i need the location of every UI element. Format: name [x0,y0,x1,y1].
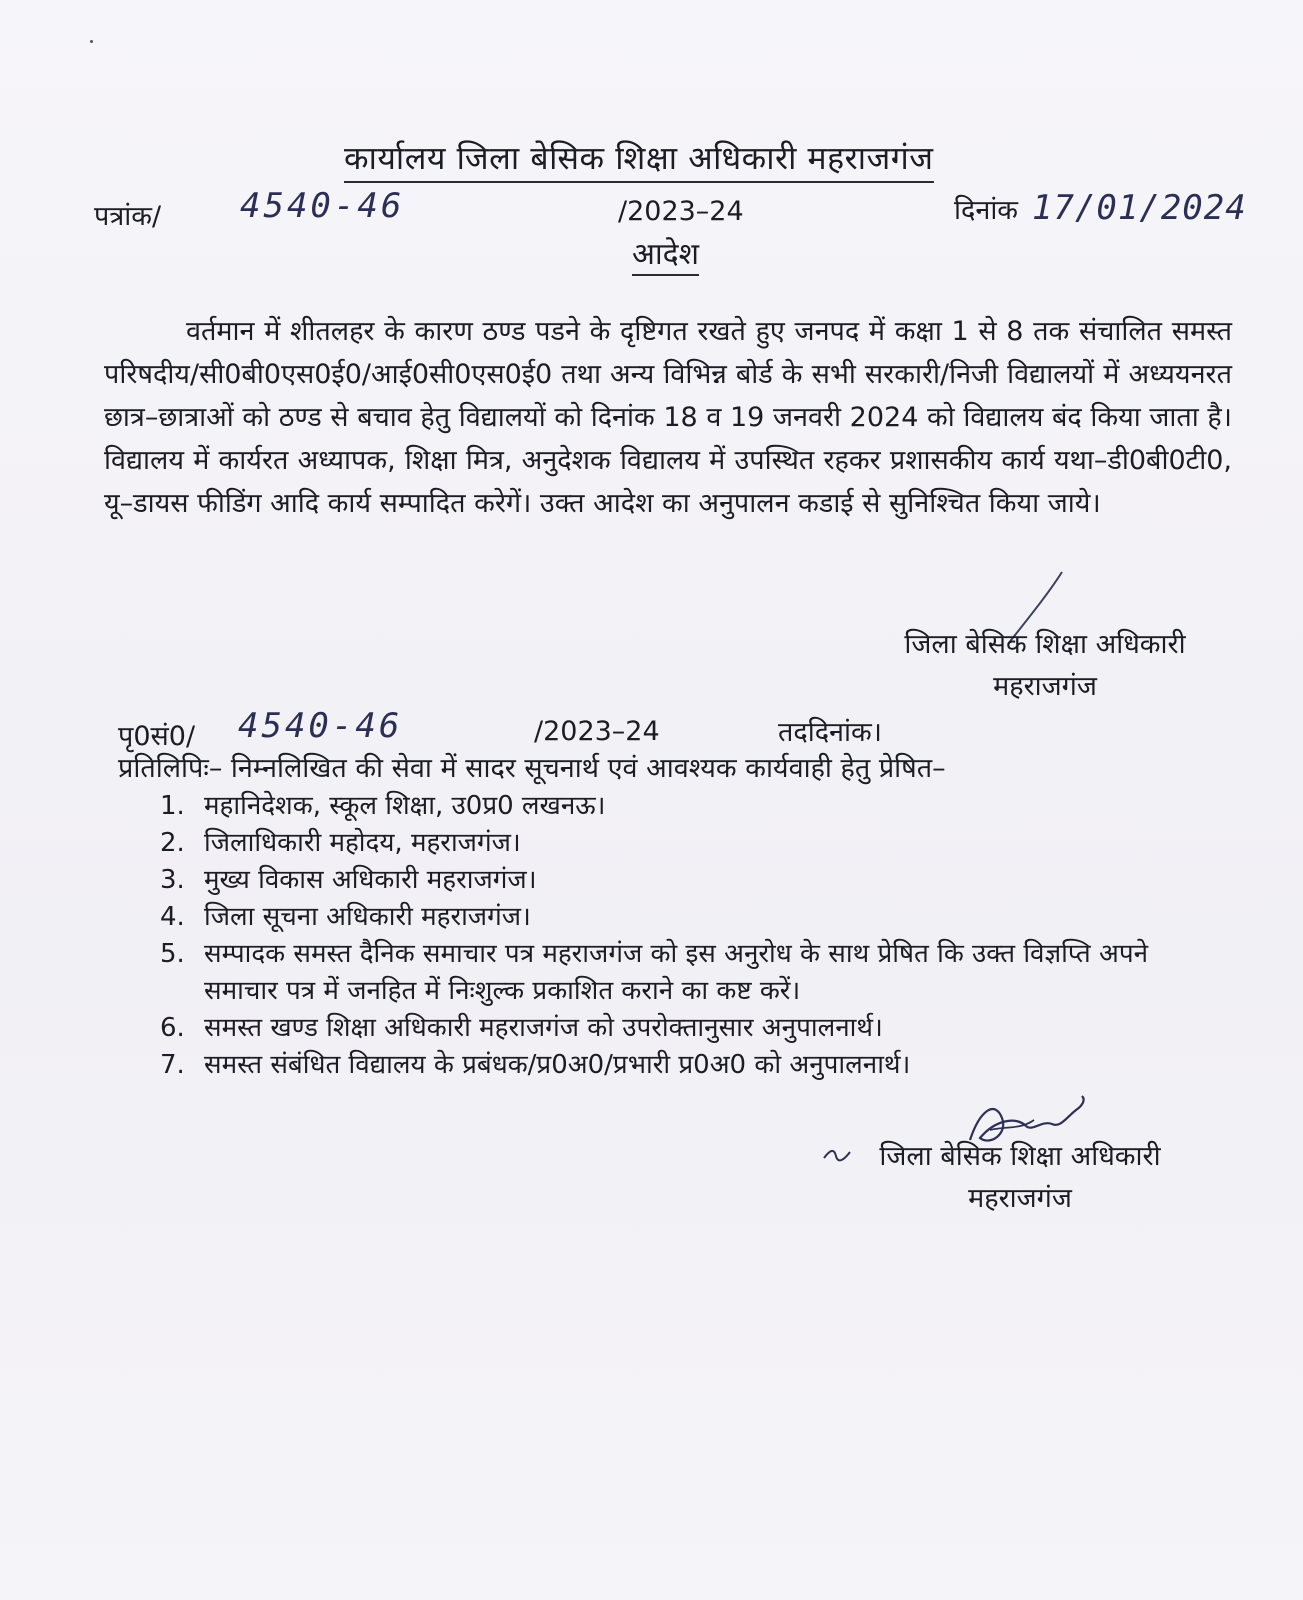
signature-block-2 [850,1136,1190,1220]
list-item: 6. समस्त खण्ड शिक्षा अधिकारी महराजगंज को उपरोक्तानुसार अनुपालनार्थ। [160,1013,883,1043]
signatory-place: महराजगंज [968,1183,1072,1214]
order-title: आदेश [632,232,699,276]
ref-session: /2023–24 [618,196,744,227]
list-item: 2. जिलाधिकारी महोदय, महराजगंज। [160,828,521,858]
list-item: 7. समस्त संबंधित विद्यालय के प्रबंधक/प्र0अ0/प्रभारी प्र0अ0 को अनुपालनार्थ। [160,1050,911,1080]
ref-number-handwritten: 4540-46 [240,186,405,226]
list-item: 4. जिला सूचना अधिकारी महराजगंज। [160,902,531,932]
order-body: वर्तमान में शीतलहर के कारण ठण्ड पडने के दृष्टिगत रखते हुए जनपद में कक्षा 1 से 8 तक संचालित समस्त परिषदीय/सी0बी0एस0ई0/आई0सी0एस0ई0 तथा अन्य विभिन्न बोर्ड के सभी सरकारी/निजी विद्यालयों में अध्ययनरत छात्र–छात्राओं को ठण्ड से बचाव हेतु विद्यालयों को दिनांक 18 व 19 जनवरी 2024 को विद्यालय बंद किया जाता है। विद्यालय में कार्यरत अध्यापक, शिक्षा मित्र, अनुदेशक विद्यालय में उपस्थित रहकर प्रशासकीय कार्य यथा–डी0बी0टी0, यू–डायस फीडिंग आदि कार्य सम्पादित करेगें। उक्त आदेश का अनुपालन कडाई से सुनिश्चित किया जाये। [104,316,1232,519]
signatory-place: महराजगंज [993,671,1097,702]
copy-ref-date: तददिनांक। [778,717,883,748]
copy-ref-label: पृ0सं0/ [118,721,196,752]
signature-block-1 [870,624,1220,708]
copy-intro: प्रतिलिपिः– निम्नलिखित की सेवा में सादर सूचनार्थ एवं आवश्यक कार्यवाही हेतु प्रेषित– [118,753,946,784]
ref-label: पत्रांक/ [94,201,162,232]
list-item: 5. सम्पादक समस्त दैनिक समाचार पत्र महराजगंज को इस अनुरोध के साथ प्रेषित कि उक्त विज्ञप्ति अपने समाचार पत्र में जनहित में निःशुल्क प्रकाशित कराने का कष्ट करें। [160,939,1149,1006]
copy-recipient-list [160,788,1230,1084]
office-heading: कार्यालय जिला बेसिक शिक्षा अधिकारी महराजगंज [344,136,934,183]
signatory-designation: जिला बेसिक शिक्षा अधिकारी [904,629,1186,660]
list-item: 1. महानिदेशक, स्कूल शिक्षा, उ0प्र0 लखनऊ। [160,791,606,821]
signatory-designation: जिला बेसिक शिक्षा अधिकारी [879,1141,1161,1172]
date-label: दिनांक [954,195,1019,226]
date-handwritten: 17/01/2024 [1032,188,1247,228]
copy-ref-number-handwritten: 4540-46 [238,706,403,746]
copy-ref-session: /2023–24 [534,716,660,747]
paper-speck [90,40,93,43]
list-item: 3. मुख्य विकास अधिकारी महराजगंज। [160,865,537,895]
